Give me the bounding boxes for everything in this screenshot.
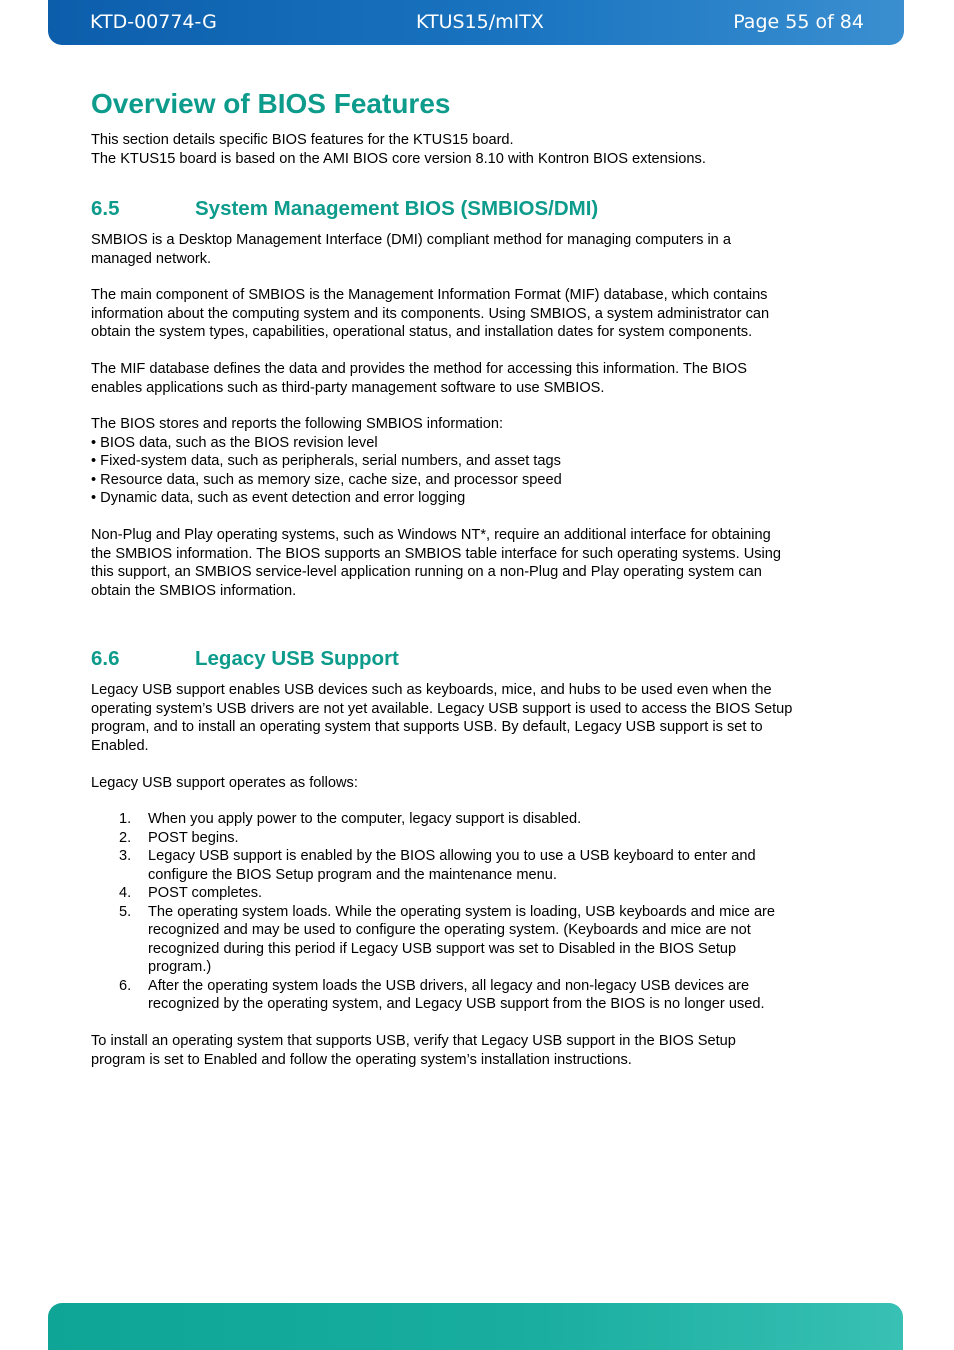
usb-paragraph-1 [91, 681, 866, 755]
intro-paragraph [91, 131, 866, 168]
list-item: • Dynamic data, such as event detection and error logging [91, 490, 466, 506]
header-product: KTUS15/mITX [416, 11, 544, 33]
text-line: The BIOS stores and reports the following SMBIOS information: [91, 416, 504, 432]
text-line: The operating system loads. While the operating system is loading, USB keyboards and mice are [148, 903, 776, 920]
section-title: System Management BIOS (SMBIOS/DMI) [195, 197, 599, 220]
text-line: Legacy USB support is enabled by the BIOS allowing you to use a USB keyboard to enter and [148, 848, 756, 864]
step-number: 1. [119, 811, 132, 827]
list-item: • Resource data, such as memory size, cache size, and processor speed [91, 471, 562, 488]
smbios-info-list [91, 415, 866, 508]
text-line: The MIF database defines the data and provides the method for accessing this information. The BIOS [91, 361, 748, 377]
list-item: • Fixed-system data, such as peripherals, serial numbers, and asset tags [91, 453, 561, 469]
step-number: 4. [119, 885, 132, 901]
text-line: this support, an SMBIOS service-level application running on a non-Plug and Play operating system can [91, 564, 762, 580]
list-item [91, 847, 866, 884]
text-line: Legacy USB support operates as follows: [91, 775, 358, 791]
text-line: recognized during this period if Legacy USB support was set to Disabled in the BIOS Setup [148, 940, 737, 957]
text-line: After the operating system loads the USB drivers, all legacy and non-legacy USB devices are [148, 977, 750, 994]
list-item [91, 810, 866, 829]
header-doc-id: KTD-00774-G [90, 11, 217, 33]
section-heading-6-6 [91, 647, 399, 671]
step-number: 6. [119, 977, 132, 994]
smbios-paragraph-3 [91, 360, 866, 397]
page-footer-band [48, 1303, 903, 1350]
text-line: information about the computing system and its components. Using SMBIOS, a system administrator can [91, 305, 770, 322]
list-item [91, 977, 866, 1014]
step-number: 5. [119, 903, 132, 920]
text-line: recognized by the operating system, and Legacy USB support from the BIOS is no longer used. [148, 996, 765, 1012]
text-line: the SMBIOS information. The BIOS supports an SMBIOS table interface for such operating systems. Using [91, 545, 782, 562]
text-line: Enabled. [91, 737, 149, 754]
text-line: To install an operating system that supports USB, verify that Legacy USB support in the BIOS Setup [91, 1033, 736, 1049]
list-item [91, 829, 866, 848]
text-line: POST begins. [148, 829, 239, 846]
page-header [48, 0, 904, 45]
smbios-paragraph-1 [91, 231, 866, 268]
text-line: SMBIOS is a Desktop Management Interface (DMI) compliant method for managing computers in a [91, 232, 731, 248]
step-number: 3. [119, 848, 132, 864]
list-item [91, 903, 866, 977]
text-line: program, and to install an operating system that supports USB. By default, Legacy USB support is set to [91, 719, 763, 735]
list-item [91, 884, 866, 903]
text-line: managed network. [91, 250, 212, 267]
usb-steps-list [91, 810, 866, 1014]
text-line: This section details specific BIOS features for the KTUS15 board. [91, 132, 514, 148]
section-number: 6.5 [91, 197, 120, 220]
list-item: • BIOS data, such as the BIOS revision level [91, 434, 378, 451]
text-line: program is set to Enabled and follow the operating system’s installation instructions. [91, 1051, 632, 1068]
section-heading-6-5 [91, 197, 598, 221]
usb-paragraph-2 [91, 774, 866, 793]
text-line: The KTUS15 board is based on the AMI BIOS core version 8.10 with Kontron BIOS extensions. [91, 150, 706, 167]
section-title: Legacy USB Support [195, 647, 399, 670]
text-line: The main component of SMBIOS is the Management Information Format (MIF) database, which contains [91, 287, 768, 303]
text-line: operating system’s USB drivers are not yet available. Legacy USB support is used to access the BIOS Setup [91, 700, 793, 717]
text-line: recognized and may be used to configure the operating system. (Keyboards and mice are not [148, 922, 751, 938]
step-number: 2. [119, 829, 132, 846]
section-number: 6.6 [91, 647, 120, 670]
text-line: POST completes. [148, 885, 263, 901]
text-line: When you apply power to the computer, legacy support is disabled. [148, 811, 582, 827]
text-line: configure the BIOS Setup program and the maintenance menu. [148, 866, 557, 883]
text-line: enables applications such as third-party management software to use SMBIOS. [91, 379, 605, 396]
header-page-number: Page 55 of 84 [733, 11, 864, 33]
text-line: program.) [148, 959, 212, 975]
text-line: obtain the SMBIOS information. [91, 582, 297, 599]
text-line: Non-Plug and Play operating systems, such as Windows NT*, require an additional interface for obtaining [91, 527, 771, 543]
smbios-paragraph-2 [91, 286, 866, 342]
usb-paragraph-3 [91, 1032, 866, 1069]
page-title: Overview of BIOS Features [91, 88, 451, 119]
text-line: obtain the system types, capabilities, operational status, and installation dates for system components. [91, 324, 753, 340]
smbios-paragraph-5 [91, 526, 866, 600]
text-line: Legacy USB support enables USB devices such as keyboards, mice, and hubs to be used even when the [91, 682, 772, 698]
